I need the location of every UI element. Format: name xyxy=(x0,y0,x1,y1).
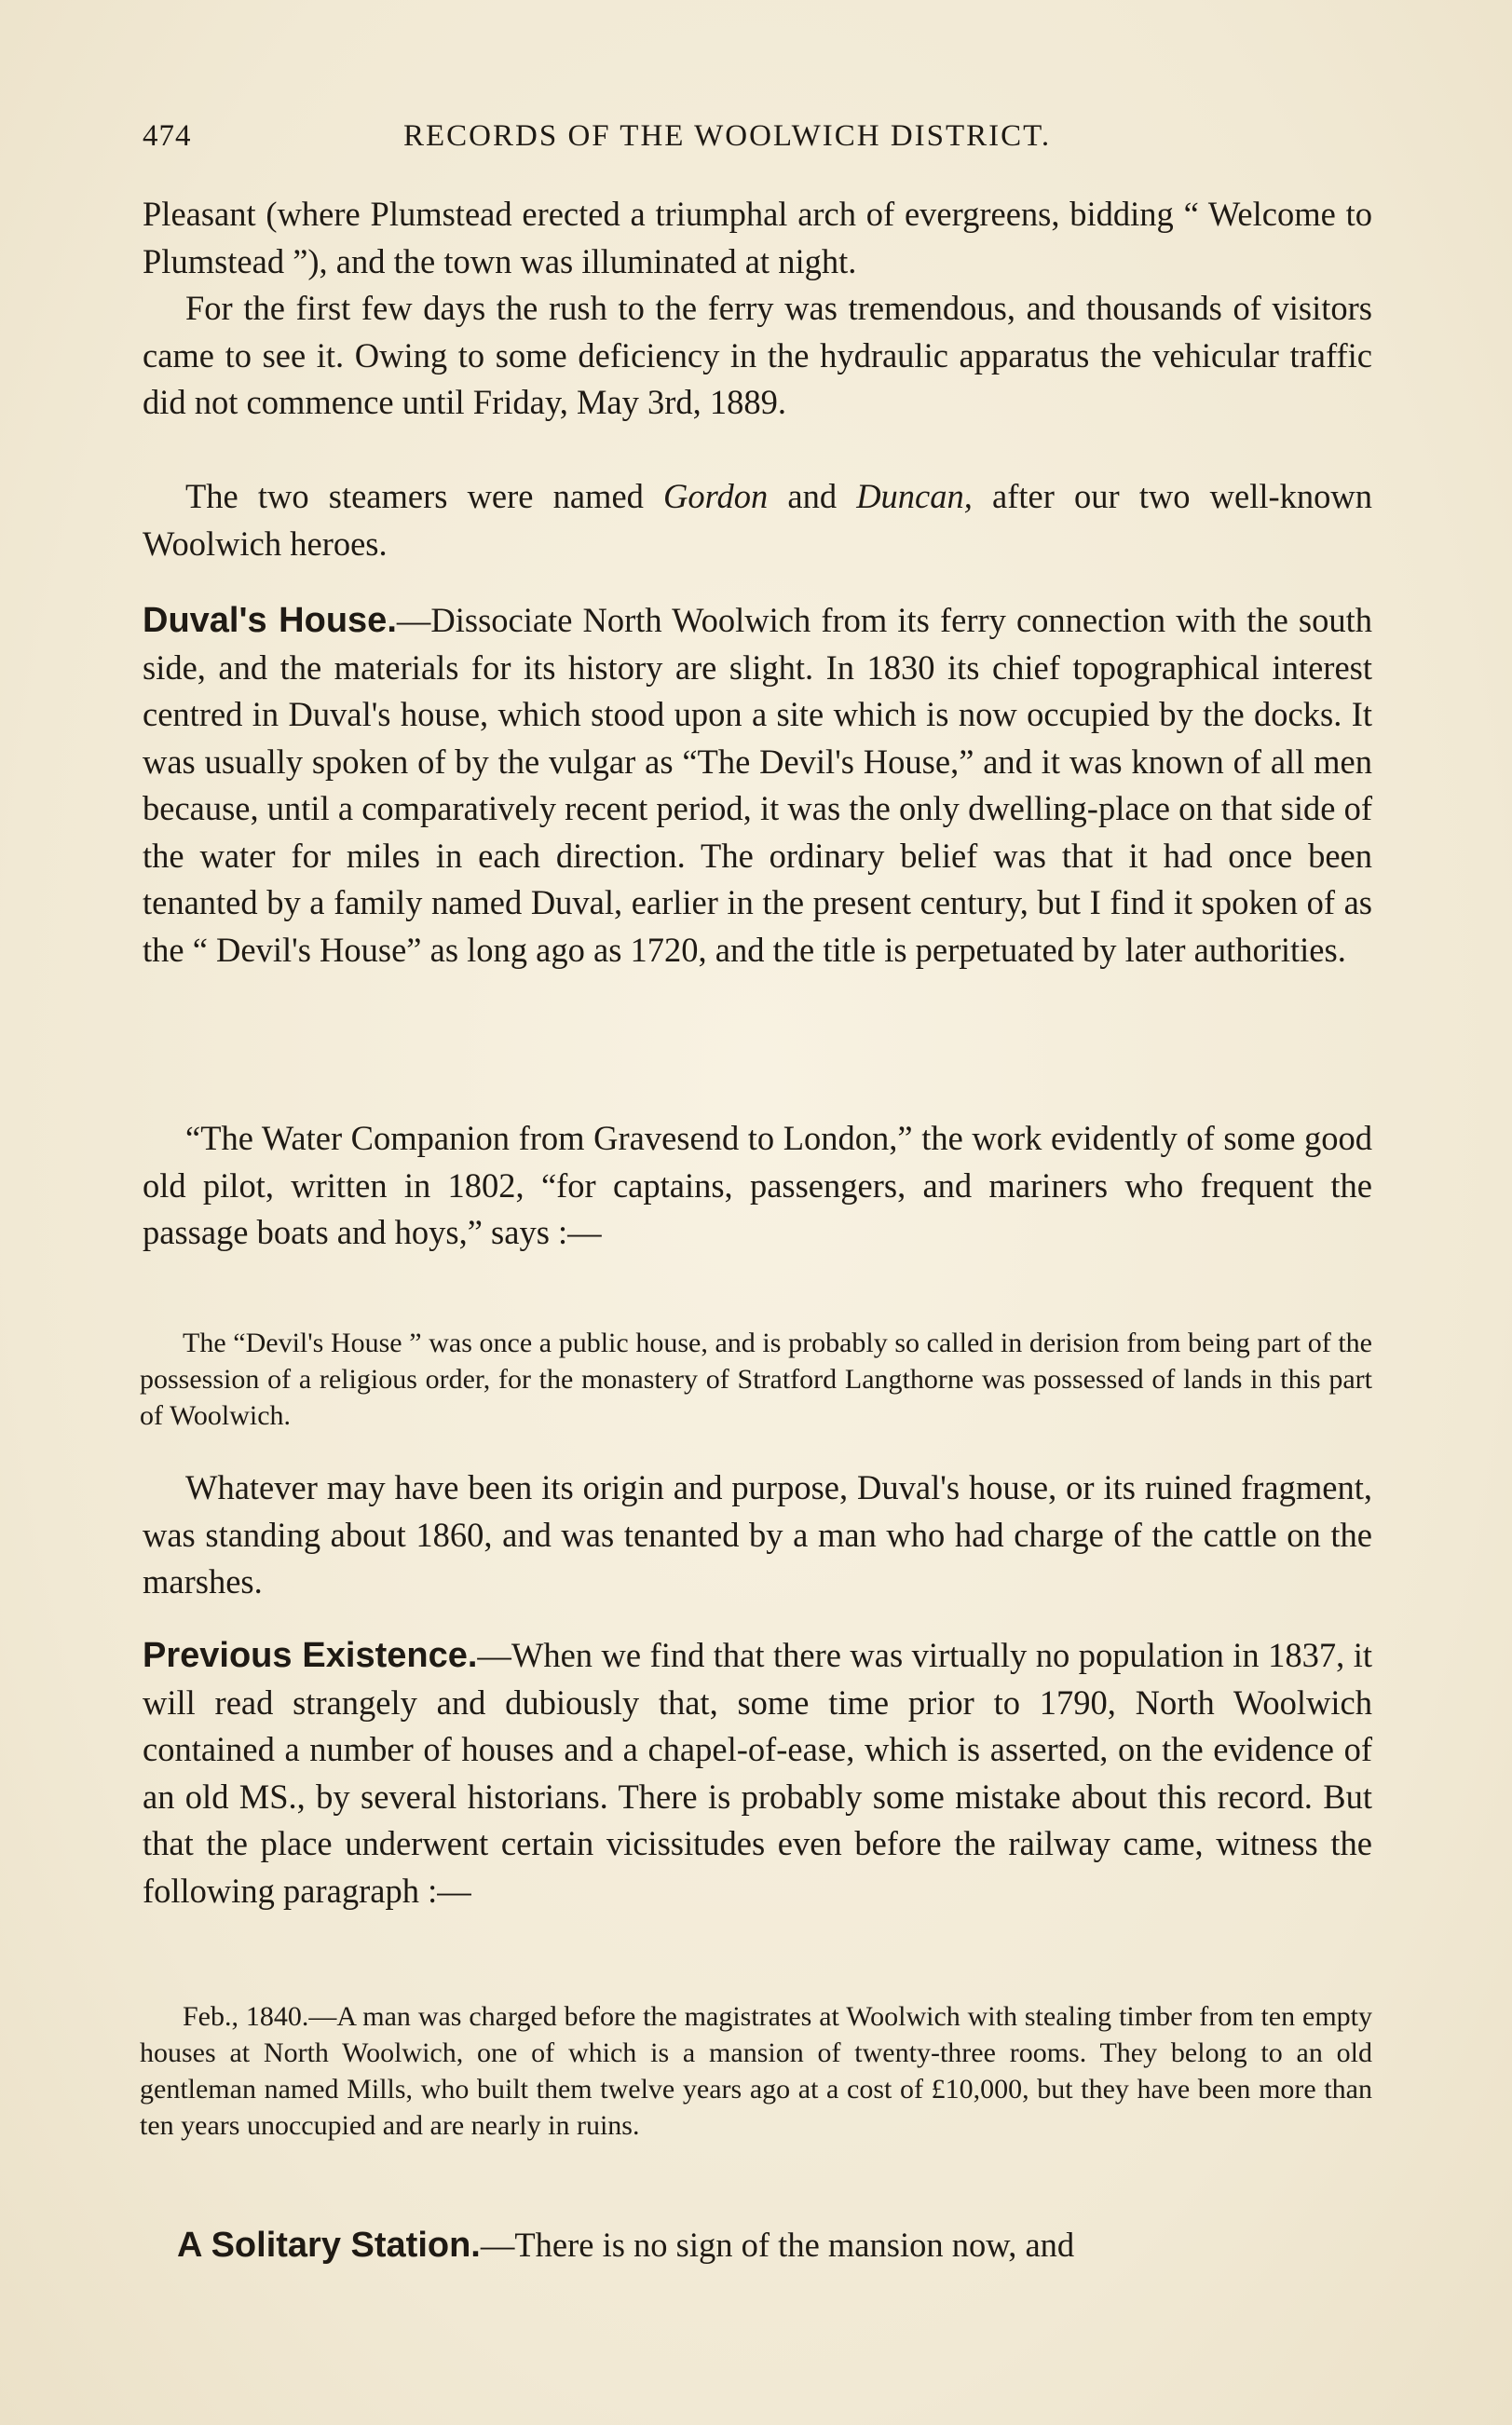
paragraph-ferry-rush: For the first few days the rush to the ferry was tremendous, and thousands of visitors came to see it. Owing to some deficiency in the hydraulic apparatus the vehicular traffic did not commence until Friday, May 3rd, 1889. xyxy=(143,289,1372,421)
duvals-house-text: —Dissociate North Woolwich from its ferry connection with the south side, and the materials for its history are slight. In 1830 its chief topographical interest centred in Duval's house, which stood upon a site which is now occupied by the docks. It was usually spoken of by the vulgar as “The Devil's House,” and it was known of all men because, until a comparatively recent period, it was the only dwelling-place on that side of the water for miles in each direction. The ordinary belief was that it had once been tenanted by a family named Duval, earlier in the present century, but I find it spoken of as the “ Devil's House” as long ago as 1720, and the title is perpetuated by later authorities. xyxy=(143,601,1372,969)
steamers-text-before: The two steamers were named xyxy=(185,477,664,515)
paragraph-pleasant: Pleasant (where Plumstead erected a triumphal arch of evergreens, bidding “ Welcome to Plumstead ”), and the town was illuminated at night. xyxy=(143,195,1372,280)
paragraph-duvals-house xyxy=(143,597,1372,974)
steamer-name-duncan: Duncan, xyxy=(856,477,973,515)
previous-existence-text: —When we find that there was virtually no population in 1837, it will read strangely and dubiously that, some time prior to 1790, North Woolwich contained a number of houses and a chapel-of-ease, which is asserted, on the evidence of an old MS., by several historians. There is probably some mistake about this record. But that the place underwent certain vicissitudes even before the railway came, witness the following paragraph :— xyxy=(143,1636,1372,1910)
paragraph-previous-existence xyxy=(143,1632,1372,1914)
steamer-name-gordon: Gordon xyxy=(663,477,769,515)
solitary-station-text: —There is no sign of the mansion now, and xyxy=(480,2226,1075,2264)
paragraph-solitary-station xyxy=(177,2222,1372,2269)
section-heading-solitary-station: A Solitary Station. xyxy=(177,2226,481,2265)
paragraph-water-companion: “The Water Companion from Gravesend to London,” the work evidently of some good old pilot, written in 1802, “for captains, passengers, and mariners who frequent the passage boats and hoys,” says :— xyxy=(143,1119,1372,1251)
running-title: RECORDS OF THE WOOLWICH DISTRICT. xyxy=(403,119,1052,153)
section-heading-duvals-house: Duval's House. xyxy=(143,601,397,640)
block-quote-devils-house: The “Devil's House ” was once a public house, and is probably so called in derision from being part of the possession of a religious order, for the monastery of Stratford Langthorne was possessed of lands in this part of Woolwich. xyxy=(140,1328,1372,1431)
paragraph-whatever: Whatever may have been its origin and purpose, Duval's house, or its ruined fragment, was standing about 1860, and was tenanted by a man who had charge of the cattle on the marshes. xyxy=(143,1468,1372,1601)
block-quote-feb-1840: Feb., 1840.—A man was charged before the magistrates at Woolwich with stealing timber from ten empty houses at North Woolwich, one of which is a mansion of twenty-three rooms. They belong to an old gentleman named Mills, who built them twelve years ago at a cost of £10,000, but they have been more than ten years unoccupied and are nearly in ruins. xyxy=(140,2001,1372,2141)
paragraph-steamers xyxy=(143,473,1372,567)
steamers-text-after: after our two well-known Woolwich heroes. xyxy=(143,477,1372,563)
steamers-text-mid: and xyxy=(768,477,857,515)
running-header xyxy=(143,119,1372,166)
page-number: 474 xyxy=(143,119,192,153)
section-heading-previous-existence: Previous Existence. xyxy=(143,1636,478,1675)
